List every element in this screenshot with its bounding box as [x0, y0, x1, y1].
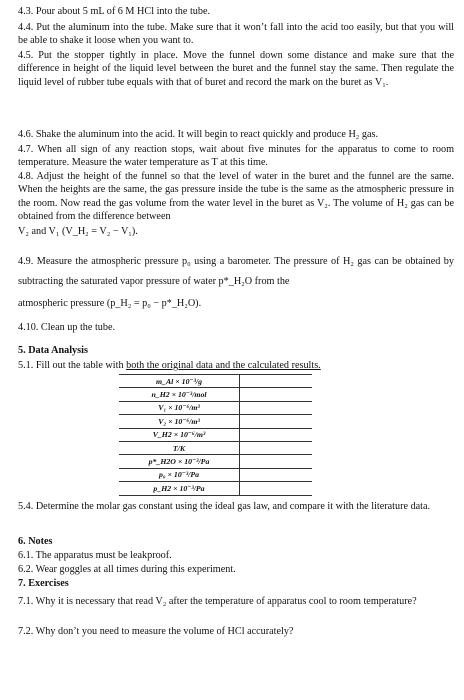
- section-5-heading: 5. Data Analysis: [18, 345, 88, 356]
- step-4-10: 4.10. Clean up the tube.: [18, 322, 116, 333]
- row-label: V₂ × 10⁻⁶/m³: [119, 415, 240, 428]
- exercise-7-2: 7.2. Why don’t you need to measure the volume of HCl accurately?: [18, 626, 294, 637]
- step-4-9-formula: atmospheric pressure (p_H₂ = p₀ − p*_H₂O).: [18, 298, 202, 309]
- note-6-1: 6.1. The apparatus must be leakproof.: [18, 550, 172, 561]
- row-label: n_H2 × 10⁻³/mol: [119, 388, 240, 401]
- row-value-cell[interactable]: [240, 468, 313, 481]
- row-label: m_Al × 10⁻³/g: [119, 375, 240, 388]
- step-4-5: 4.5. Put the stopper tightly in place. Move the funnel down some distance and make sure that the difference in height of the liquid level between the buret and the funnel stay the same. Then regulate the liquid level of rubber tube equals with that of buret and record the mark on the buret as V₁.: [18, 50, 454, 88]
- table-row: [119, 455, 312, 468]
- step-4-3: 4.3. Pour about 5 mL of 6 M HCl into the tube.: [18, 6, 211, 17]
- step-4-9: 4.9. Measure the atmospheric pressure p₀ using a barometer. The pressure of H₂ gas can be obtained by subtracting the saturated vapor pressure of water p*_H₂O from the: [18, 256, 454, 287]
- row-label: p₀ × 10⁻³/Pa: [119, 468, 240, 481]
- row-value-cell[interactable]: [240, 375, 313, 388]
- step-4-8: 4.8. Adjust the height of the funnel so that the level of water in the buret and the funnel are the same. When the heights are the same, the gas pressure inside the tube is the same as the atmospheric pressure in the room. Now read the gas volume from the water level in the buret as V₂. The volume of H₂ gas can be obtained from the difference between: [18, 171, 454, 223]
- table-row: [119, 415, 312, 428]
- step-4-7: 4.7. When all sign of any reaction stops, wait about five minutes for the apparatus to come to room temperature. Measure the water temperature as T at this time.: [18, 144, 454, 169]
- step-5-1-prefix: 5.1. Fill out the table with: [18, 360, 127, 371]
- table-row: [119, 388, 312, 401]
- step-4-8-formula: V₂ and V₁ (V_H₂ = V₂ − V₁).: [18, 226, 138, 237]
- step-4-4: 4.4. Put the aluminum into the tube. Make sure that it won’t fall into the acid too easily, but that you will be able to shake it loose when you want to.: [18, 22, 454, 47]
- table-row: [119, 428, 312, 441]
- row-label: V₁ × 10⁻⁶/m³: [119, 401, 240, 414]
- table-row: [119, 482, 312, 495]
- step-5-4: 5.4. Determine the molar gas constant using the ideal gas law, and compare it with the literature data.: [18, 501, 431, 512]
- row-value-cell[interactable]: [240, 415, 313, 428]
- step-4-6: 4.6. Shake the aluminum into the acid. It will begin to react quickly and produce H₂ gas.: [18, 129, 379, 140]
- row-value-cell[interactable]: [240, 482, 313, 495]
- row-label: V_H2 × 10⁻⁶/m³: [119, 428, 240, 441]
- row-label: p*_H2O × 10⁻³/Pa: [119, 455, 240, 468]
- row-value-cell[interactable]: [240, 401, 313, 414]
- step-5-1-underlined: both the original data and the calculated results.: [126, 360, 321, 371]
- data-table: [119, 374, 312, 496]
- step-5-1: [18, 360, 321, 371]
- row-value-cell[interactable]: [240, 388, 313, 401]
- table-row: [119, 375, 312, 388]
- row-label: T/K: [119, 441, 240, 454]
- table-row: [119, 401, 312, 414]
- row-label: p_H2 × 10⁻³/Pa: [119, 482, 240, 495]
- row-value-cell[interactable]: [240, 428, 313, 441]
- section-6-heading: 6. Notes: [18, 536, 53, 547]
- exercise-7-1: 7.1. Why it is necessary that read V₂ after the temperature of apparatus cool to room temperature?: [18, 596, 417, 607]
- table-row: [119, 441, 312, 454]
- table-row: [119, 468, 312, 481]
- row-value-cell[interactable]: [240, 441, 313, 454]
- section-7-heading: 7. Exercises: [18, 578, 69, 589]
- note-6-2: 6.2. Wear goggles at all times during this experiment.: [18, 564, 236, 575]
- row-value-cell[interactable]: [240, 455, 313, 468]
